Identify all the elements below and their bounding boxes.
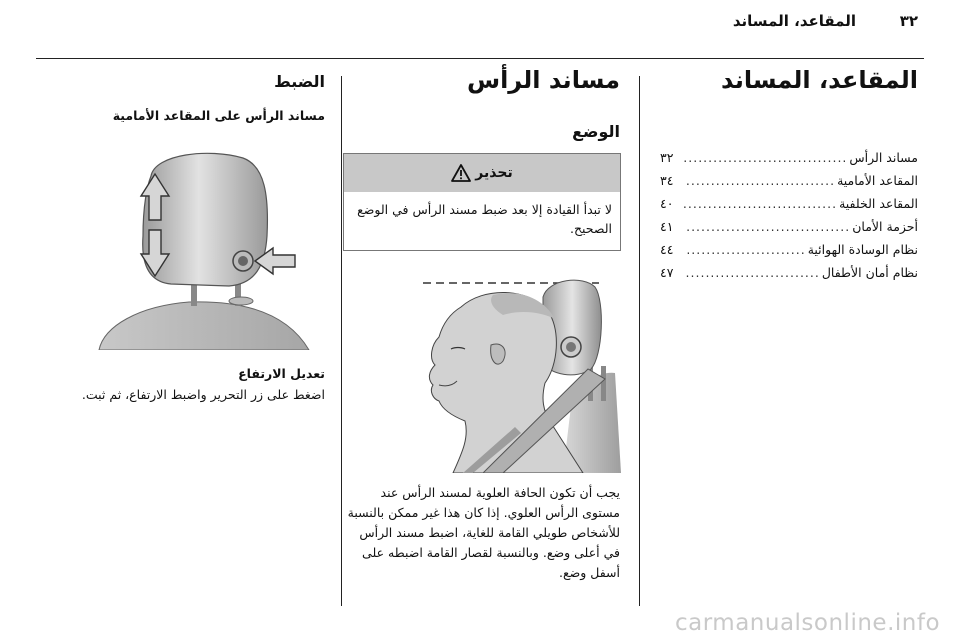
toc-leader	[684, 219, 850, 234]
warning-triangle-icon	[451, 164, 471, 182]
watermark: carmanualsonline.info	[675, 610, 941, 636]
page-number: ٣٢	[899, 12, 918, 30]
toc-page: ٣٢	[660, 150, 674, 165]
toc-page: ٣٤	[660, 173, 674, 188]
head-restraint-adjust-illustration	[59, 136, 325, 350]
toc-label: نظام أمان الأطفال	[821, 265, 918, 280]
warning-header	[344, 154, 620, 192]
column-separator-right	[639, 76, 640, 606]
toc-label: نظام الوسادة الهوائية	[807, 242, 918, 257]
toc-page: ٤٠	[660, 196, 674, 211]
toc-label: مساند الرأس	[849, 150, 918, 165]
toc-label: المقاعد الأمامية	[837, 173, 918, 188]
toc-leader	[684, 265, 820, 280]
section-title: مساند الرأس	[466, 66, 620, 94]
toc-leader	[684, 196, 837, 211]
warning-box	[343, 153, 621, 251]
height-adjustment-heading: تعديل الارتفاع	[238, 366, 325, 381]
head-restraint-position-illustration	[343, 261, 621, 473]
toc-entry[interactable]	[660, 265, 918, 280]
toc-leader	[684, 173, 835, 188]
position-instructions: يجب أن تكون الحافة العلوية لمسند الرأس عند مستوى الرأس العلوي. إذا كان هذا غير ممكن بالنسبة للأشخاص طويلي القامة للغاية، اضبط مسند الرأس في أعلى وضع. وبالنسبة لقصار القامة اضبطه على أسفل وضع.	[347, 485, 620, 580]
toc-entry[interactable]	[660, 196, 918, 211]
adjustment-subtitle: مساند الرأس على المقاعد الأمامية	[112, 108, 325, 123]
running-header-title: المقاعد، المساند	[732, 12, 856, 30]
toc-entry[interactable]	[660, 219, 918, 234]
toc-label: المقاعد الخلفية	[839, 196, 918, 211]
toc-leader	[684, 242, 806, 257]
toc-label: أحزمة الأمان	[852, 219, 918, 234]
toc-page: ٤٤	[660, 242, 674, 257]
toc-page: ٤١	[660, 219, 674, 234]
toc-entry[interactable]	[660, 173, 918, 188]
toc-leader	[684, 150, 847, 165]
toc-entry[interactable]	[660, 242, 918, 257]
toc-entry[interactable]	[660, 150, 918, 165]
warning-text: لا تبدأ القيادة إلا بعد ضبط مسند الرأس في الوضع الصحيح.	[357, 202, 612, 236]
toc-page: ٤٧	[660, 265, 674, 280]
header-rule	[36, 58, 924, 59]
section-subtitle: الوضع	[572, 122, 620, 141]
height-adjustment-text: اضغط على زر التحرير واضبط الارتفاع، ثم ثبت.	[81, 387, 325, 402]
chapter-title: المقاعد، المساند	[721, 66, 918, 94]
adjustment-title: الضبط	[274, 72, 325, 91]
column-separator-left	[341, 76, 342, 606]
warning-heading: تحذير	[475, 165, 513, 181]
